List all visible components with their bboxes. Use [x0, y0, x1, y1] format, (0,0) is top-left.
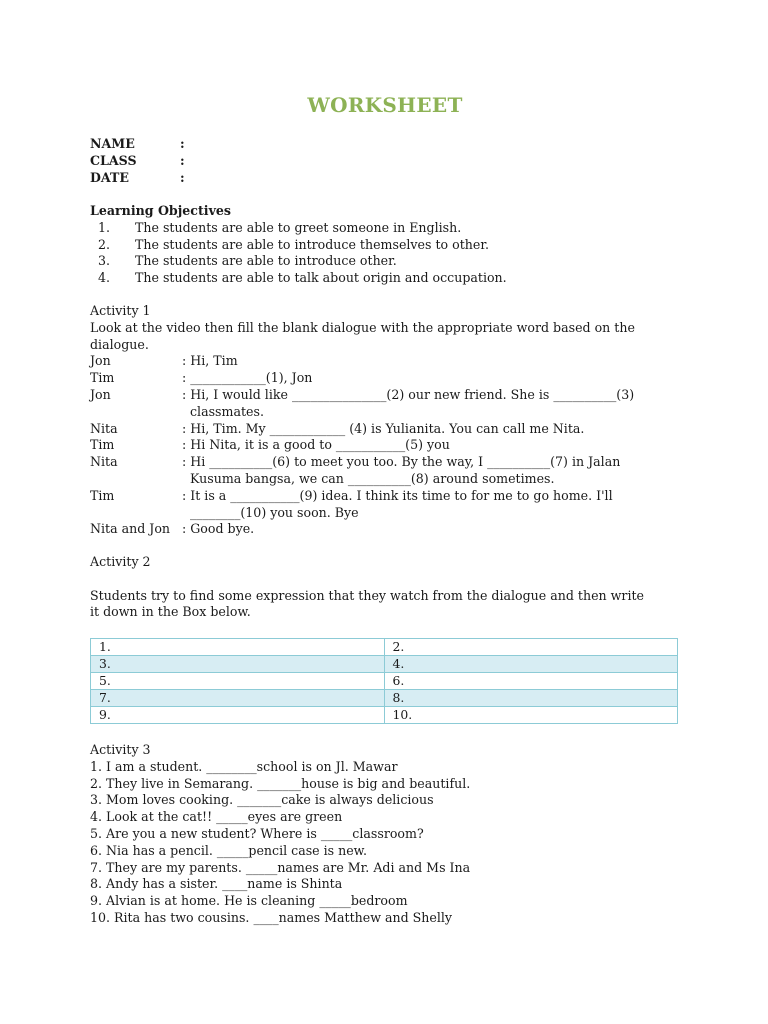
dialogue-line	[90, 521, 680, 538]
dialogue-text: : Hi Nita, it is a good to ___________(5) you	[182, 437, 450, 453]
dialogue-text: : Hi, Tim. My ____________ (4) is Yulianita. You can call me Nita.	[182, 420, 585, 436]
list-item: 3. The students are able to introduce other.	[97, 253, 397, 269]
speaker: Tim	[90, 437, 115, 453]
page-title: WORKSHEET	[307, 93, 463, 117]
speaker: Jon	[90, 353, 111, 369]
dialogue-line	[90, 353, 680, 370]
speaker: Nita	[90, 454, 118, 470]
class-label: CLASS	[90, 152, 137, 168]
activity-1	[90, 303, 680, 538]
list-item: 8. Andy has a sister. ____name is Shinta	[90, 876, 343, 892]
dialogue-line	[90, 488, 680, 522]
table-cell[interactable]: 10.	[384, 707, 678, 724]
dialogue-text: : Hi __________(6) to meet you too. By the way, I __________(7) in Jalan	[182, 454, 621, 470]
activity-2	[90, 554, 680, 621]
table-cell[interactable]: 9.	[91, 707, 385, 724]
table-cell[interactable]: 1.	[91, 639, 385, 656]
activity-2-instruction: Students try to find some expression that they watch from the dialogue and then write	[90, 587, 644, 603]
table-cell[interactable]: 3.	[91, 656, 385, 673]
table-row	[91, 707, 678, 724]
class-separator: :	[180, 152, 185, 168]
name-row	[90, 136, 185, 153]
speaker: Jon	[90, 386, 111, 402]
table-cell[interactable]: 8.	[384, 690, 678, 707]
speaker: Tim	[90, 487, 115, 503]
dialogue-line	[90, 437, 680, 454]
objectives-list	[90, 220, 680, 287]
date-separator: :	[180, 169, 185, 185]
list-item: 3. Mom loves cooking. _______cake is always delicious	[90, 792, 434, 808]
dialogue-text: : ____________(1), Jon	[182, 370, 313, 386]
table-row	[91, 656, 678, 673]
activity-3	[90, 742, 680, 927]
date-row	[90, 170, 185, 187]
list-item: 6. Nia has a pencil. _____pencil case is new.	[90, 842, 367, 858]
activity-2-instruction-cont: it down in the Box below.	[90, 604, 251, 620]
student-info	[90, 136, 185, 186]
list-item: 1. I am a student. ________school is on Jl. Mawar	[90, 758, 398, 774]
date-label: DATE	[90, 169, 129, 185]
table-cell[interactable]: 2.	[384, 639, 678, 656]
objectives-heading: Learning Objectives	[90, 203, 231, 218]
table-cell[interactable]: 7.	[91, 690, 385, 707]
dialogue-text: : Hi, I would like _______________(2) our new friend. She is __________(3)	[182, 386, 635, 402]
speaker: Nita and Jon	[90, 521, 171, 537]
table-cell[interactable]: 4.	[384, 656, 678, 673]
dialogue-line	[90, 454, 680, 488]
list-item: 5. Are you a new student? Where is _____classroom?	[90, 825, 424, 841]
dialogue-text-cont: ________(10) you soon. Bye	[190, 504, 359, 520]
name-label: NAME	[90, 136, 135, 151]
name-separator: :	[180, 136, 185, 151]
list-item: 7. They are my parents. _____names are Mr. Adi and Ms Ina	[90, 859, 471, 875]
activity-1-heading: Activity 1	[90, 303, 151, 318]
list-item: 2. They live in Semarang. _______house is big and beautiful.	[90, 775, 471, 791]
list-item: 4. Look at the cat!! _____eyes are green	[90, 809, 343, 825]
expression-box-table	[90, 638, 678, 724]
dialogue-text-cont: Kusuma bangsa, we can __________(8) around sometimes.	[190, 470, 555, 486]
list-item: 10. Rita has two cousins. ____names Matthew and Shelly	[90, 909, 453, 925]
table-cell[interactable]: 5.	[91, 673, 385, 690]
activity-2-heading: Activity 2	[90, 554, 151, 569]
list-item: 1. The students are able to greet someone in English.	[97, 219, 462, 235]
activity-1-instruction: Look at the video then fill the blank dialogue with the appropriate word based on the	[90, 319, 635, 335]
class-row	[90, 153, 185, 170]
activity-1-instruction-cont: dialogue.	[90, 336, 149, 352]
dialogue-line	[90, 370, 680, 387]
dialogue-line	[90, 387, 680, 421]
dialogue-text-cont: classmates.	[190, 403, 264, 419]
list-item: 9. Alvian is at home. He is cleaning _____bedroom	[90, 893, 408, 909]
table-cell[interactable]: 6.	[384, 673, 678, 690]
table-row	[91, 690, 678, 707]
table-row	[91, 673, 678, 690]
list-item: 4. The students are able to talk about origin and occupation.	[97, 270, 507, 286]
dialogue-line	[90, 421, 680, 438]
activity-3-heading: Activity 3	[90, 742, 151, 757]
table-row	[91, 639, 678, 656]
speaker: Nita	[90, 420, 118, 436]
speaker: Tim	[90, 370, 115, 386]
list-item: 2. The students are able to introduce themselves to other.	[97, 236, 489, 252]
dialogue-text: : Hi, Tim	[182, 353, 238, 369]
dialogue-text: : It is a ___________(9) idea. I think its time to for me to go home. I'll	[182, 487, 613, 503]
dialogue-text: : Good bye.	[182, 521, 255, 537]
learning-objectives	[90, 203, 680, 287]
